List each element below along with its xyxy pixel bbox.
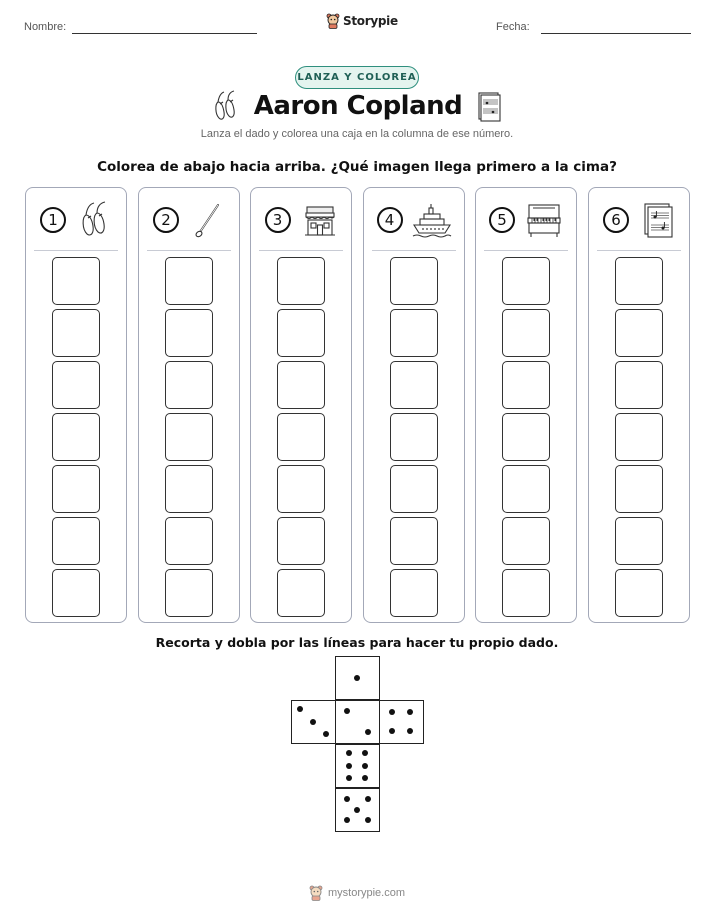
die-pip [346, 775, 352, 781]
ship-icon [412, 201, 452, 239]
column-header [484, 196, 568, 244]
column-5 [475, 187, 577, 623]
color-box[interactable] [390, 309, 438, 357]
column-4 [363, 187, 465, 623]
column-number: 4 [377, 207, 403, 233]
die-pip [362, 775, 368, 781]
die-pip [344, 817, 350, 823]
theater-building-icon [302, 201, 338, 239]
color-box[interactable] [52, 569, 100, 617]
color-box[interactable] [277, 309, 325, 357]
color-box[interactable] [502, 569, 550, 617]
die-pip [362, 763, 368, 769]
color-box[interactable] [502, 257, 550, 305]
die-pip [407, 728, 413, 734]
title-row [0, 90, 714, 122]
color-box[interactable] [52, 361, 100, 409]
color-box[interactable] [52, 413, 100, 461]
die-pip [365, 796, 371, 802]
color-box[interactable] [502, 413, 550, 461]
color-box[interactable] [615, 361, 663, 409]
box-stack [139, 257, 239, 617]
date-label: Fecha: [496, 21, 530, 33]
instruction-text: Colorea de abajo hacia arriba. ¿Qué imagen llega primero a la cima? [97, 159, 617, 175]
die-pip [389, 709, 395, 715]
column-header [597, 196, 681, 244]
die-pip [407, 709, 413, 715]
box-stack [476, 257, 576, 617]
column-header [372, 196, 456, 244]
ballet-shoes-icon [78, 201, 112, 239]
sheet-music-icon [641, 201, 675, 239]
die-pip [346, 763, 352, 769]
color-box[interactable] [277, 257, 325, 305]
baton-icon [191, 201, 225, 239]
ballet-shoes-icon [212, 90, 240, 122]
color-box[interactable] [615, 569, 663, 617]
die-pip [346, 750, 352, 756]
color-box[interactable] [502, 517, 550, 565]
color-box[interactable] [502, 465, 550, 513]
column-number: 2 [153, 207, 179, 233]
date-line[interactable] [541, 33, 691, 34]
color-box[interactable] [390, 257, 438, 305]
column-divider [372, 250, 456, 251]
color-box[interactable] [277, 569, 325, 617]
color-box[interactable] [165, 257, 213, 305]
color-box[interactable] [615, 517, 663, 565]
color-box[interactable] [165, 309, 213, 357]
color-box[interactable] [615, 309, 663, 357]
storypie-mascot-icon [309, 885, 323, 901]
box-stack [251, 257, 351, 617]
page-title: Aaron Copland [253, 91, 463, 121]
column-header [147, 196, 231, 244]
box-stack [364, 257, 464, 617]
sheet-music-icon [476, 90, 502, 122]
die-pip [365, 817, 371, 823]
footer [0, 885, 714, 901]
color-box[interactable] [390, 465, 438, 513]
column-2 [138, 187, 240, 623]
color-box[interactable] [390, 569, 438, 617]
color-box[interactable] [390, 517, 438, 565]
color-box[interactable] [390, 413, 438, 461]
storypie-mascot-icon [326, 13, 340, 29]
die-face-3 [291, 700, 336, 744]
column-number: 5 [489, 207, 515, 233]
box-stack [589, 257, 689, 617]
color-box[interactable] [615, 465, 663, 513]
color-box[interactable] [165, 569, 213, 617]
box-stack [26, 257, 126, 617]
footer-url: mystorypie.com [327, 887, 406, 899]
page-subtitle: Lanza el dado y colorea una caja en la columna de ese número. [200, 128, 514, 140]
color-box[interactable] [277, 517, 325, 565]
brand-logo [326, 13, 398, 29]
color-box[interactable] [502, 361, 550, 409]
color-box[interactable] [52, 465, 100, 513]
color-box[interactable] [165, 361, 213, 409]
activity-badge: LANZA Y COLOREA [295, 66, 419, 89]
cut-instruction: Recorta y dobla por las líneas para hacer tu propio dado. [155, 635, 559, 650]
die-pip [389, 728, 395, 734]
column-number: 6 [603, 207, 629, 233]
column-header [34, 196, 118, 244]
color-box[interactable] [502, 309, 550, 357]
die-face-2 [335, 700, 380, 744]
name-line[interactable] [72, 33, 257, 34]
color-box[interactable] [52, 517, 100, 565]
piano-icon [525, 201, 563, 239]
color-box[interactable] [165, 413, 213, 461]
die-pip [354, 675, 360, 681]
color-box[interactable] [165, 517, 213, 565]
color-box[interactable] [277, 465, 325, 513]
die-pip [297, 706, 303, 712]
color-box[interactable] [52, 309, 100, 357]
die-pip [323, 731, 329, 737]
die-face-1 [335, 656, 380, 700]
column-6 [588, 187, 690, 623]
color-box[interactable] [390, 361, 438, 409]
color-box[interactable] [52, 257, 100, 305]
die-face-4 [379, 700, 424, 744]
die-pip [362, 750, 368, 756]
color-box[interactable] [165, 465, 213, 513]
color-box[interactable] [615, 413, 663, 461]
die-pip [365, 729, 371, 735]
column-divider [484, 250, 568, 251]
die-face-6 [335, 744, 380, 788]
brand-name: Storypie [343, 14, 398, 28]
color-box[interactable] [277, 413, 325, 461]
column-number: 3 [265, 207, 291, 233]
die-pip [354, 807, 360, 813]
column-divider [34, 250, 118, 251]
column-3 [250, 187, 352, 623]
die-face-5 [335, 788, 380, 832]
die-pip [344, 796, 350, 802]
name-label: Nombre: [24, 21, 67, 33]
die-pip [310, 719, 316, 725]
column-divider [147, 250, 231, 251]
color-box[interactable] [615, 257, 663, 305]
column-divider [597, 250, 681, 251]
column-1 [25, 187, 127, 623]
column-header [259, 196, 343, 244]
color-box[interactable] [277, 361, 325, 409]
die-pip [344, 708, 350, 714]
column-divider [259, 250, 343, 251]
column-number: 1 [40, 207, 66, 233]
